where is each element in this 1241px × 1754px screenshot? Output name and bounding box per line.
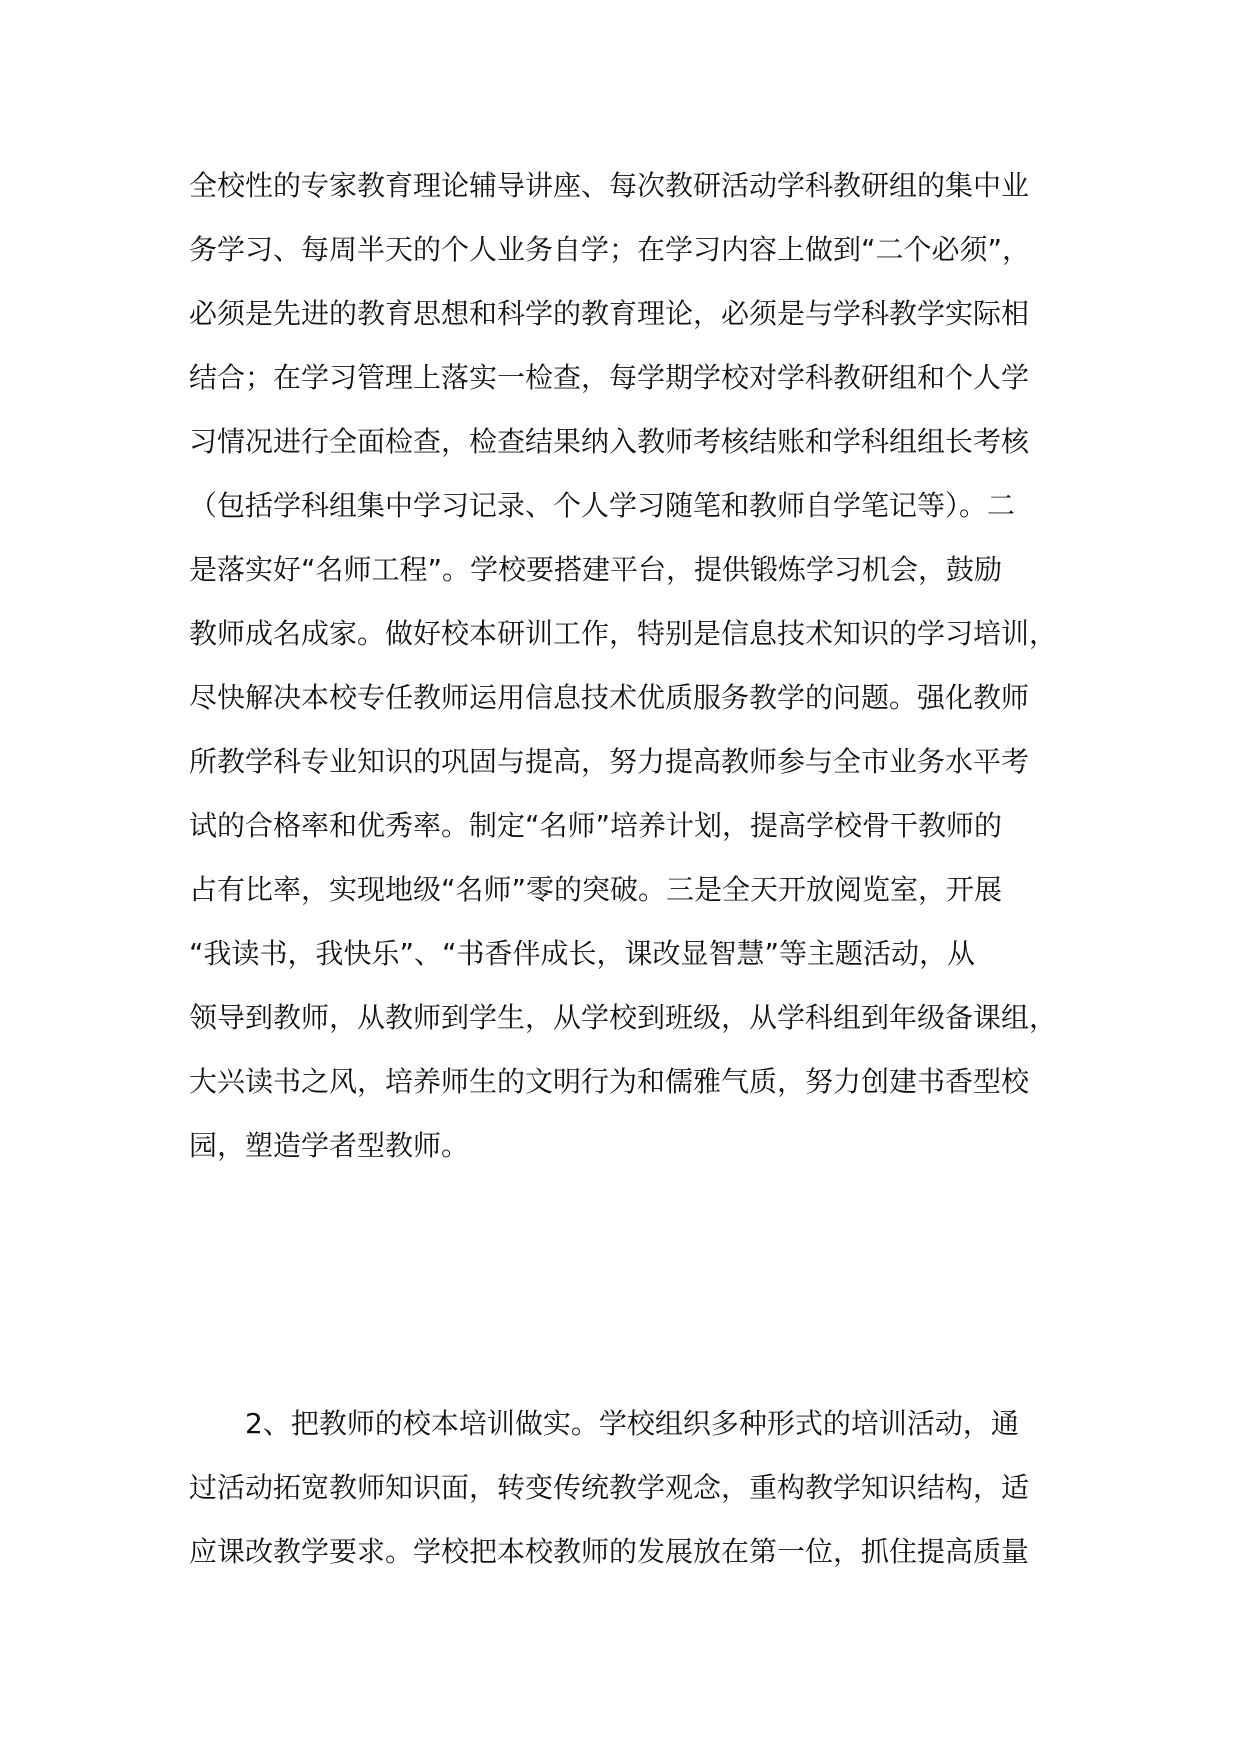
- text-line: 所教学科专业知识的巩固与提高，努力提高教师参与全市业务水平考: [189, 745, 1030, 778]
- text-line: 试的合格率和优秀率。制定“名师”培养计划，提高学校骨干教师的: [189, 809, 1003, 842]
- text-line: 应课改教学要求。学校把本校教师的发展放在第一位，抓住提高质量: [189, 1535, 1030, 1568]
- text-line: 领导到教师，从教师到学生，从学校到班级，从学科组到年级备课组，: [189, 1001, 1058, 1034]
- text-line: 尽快解决本校专任教师运用信息技术优质服务教学的问题。强化教师: [189, 681, 1030, 714]
- text-line: 园，塑造学者型教师。: [189, 1129, 470, 1162]
- text-line: （包括学科组集中学习记录、个人学习随笔和教师自学笔记等）。二: [189, 489, 1016, 522]
- text-line: 过活动拓宽教师知识面，转变传统教学观念，重构教学知识结构，适: [189, 1471, 1030, 1504]
- text-line: 大兴读书之风，培养师生的文明行为和儒雅气质，努力创建书香型校: [189, 1065, 1030, 1098]
- paragraph-continued: [189, 154, 1069, 1178]
- paragraph-item-2: [189, 1392, 1069, 1584]
- text-line: 必须是先进的教育思想和科学的教育理论，必须是与学科教学实际相: [189, 297, 1030, 330]
- text-line: 习情况进行全面检查，检查结果纳入教师考核结账和学科组组长考核: [189, 425, 1030, 458]
- text-line: 务学习、每周半天的个人业务自学；在学习内容上做到“二个必须”，: [189, 233, 1031, 266]
- text-line: 2、把教师的校本培训做实。学校组织多种形式的培训活动，通: [245, 1407, 1019, 1440]
- text-line: 全校性的专家教育理论辅导讲座、每次教研活动学科教研组的集中业: [189, 169, 1030, 202]
- text-line: 是落实好“名师工程”。学校要搭建平台，提供锻炼学习机会，鼓励: [189, 553, 1003, 586]
- text-line: 占有比率，实现地级“名师”零的突破。三是全天开放阅览室，开展: [189, 873, 1003, 906]
- text-line: “我读书，我快乐”、“书香伴成长，课改显智慧”等主题活动，从: [189, 937, 976, 970]
- text-line: 结合；在学习管理上落实一检查，每学期学校对学科教研组和个人学: [189, 361, 1030, 394]
- text-line: 教师成名成家。做好校本研训工作，特别是信息技术知识的学习培训，: [189, 617, 1058, 650]
